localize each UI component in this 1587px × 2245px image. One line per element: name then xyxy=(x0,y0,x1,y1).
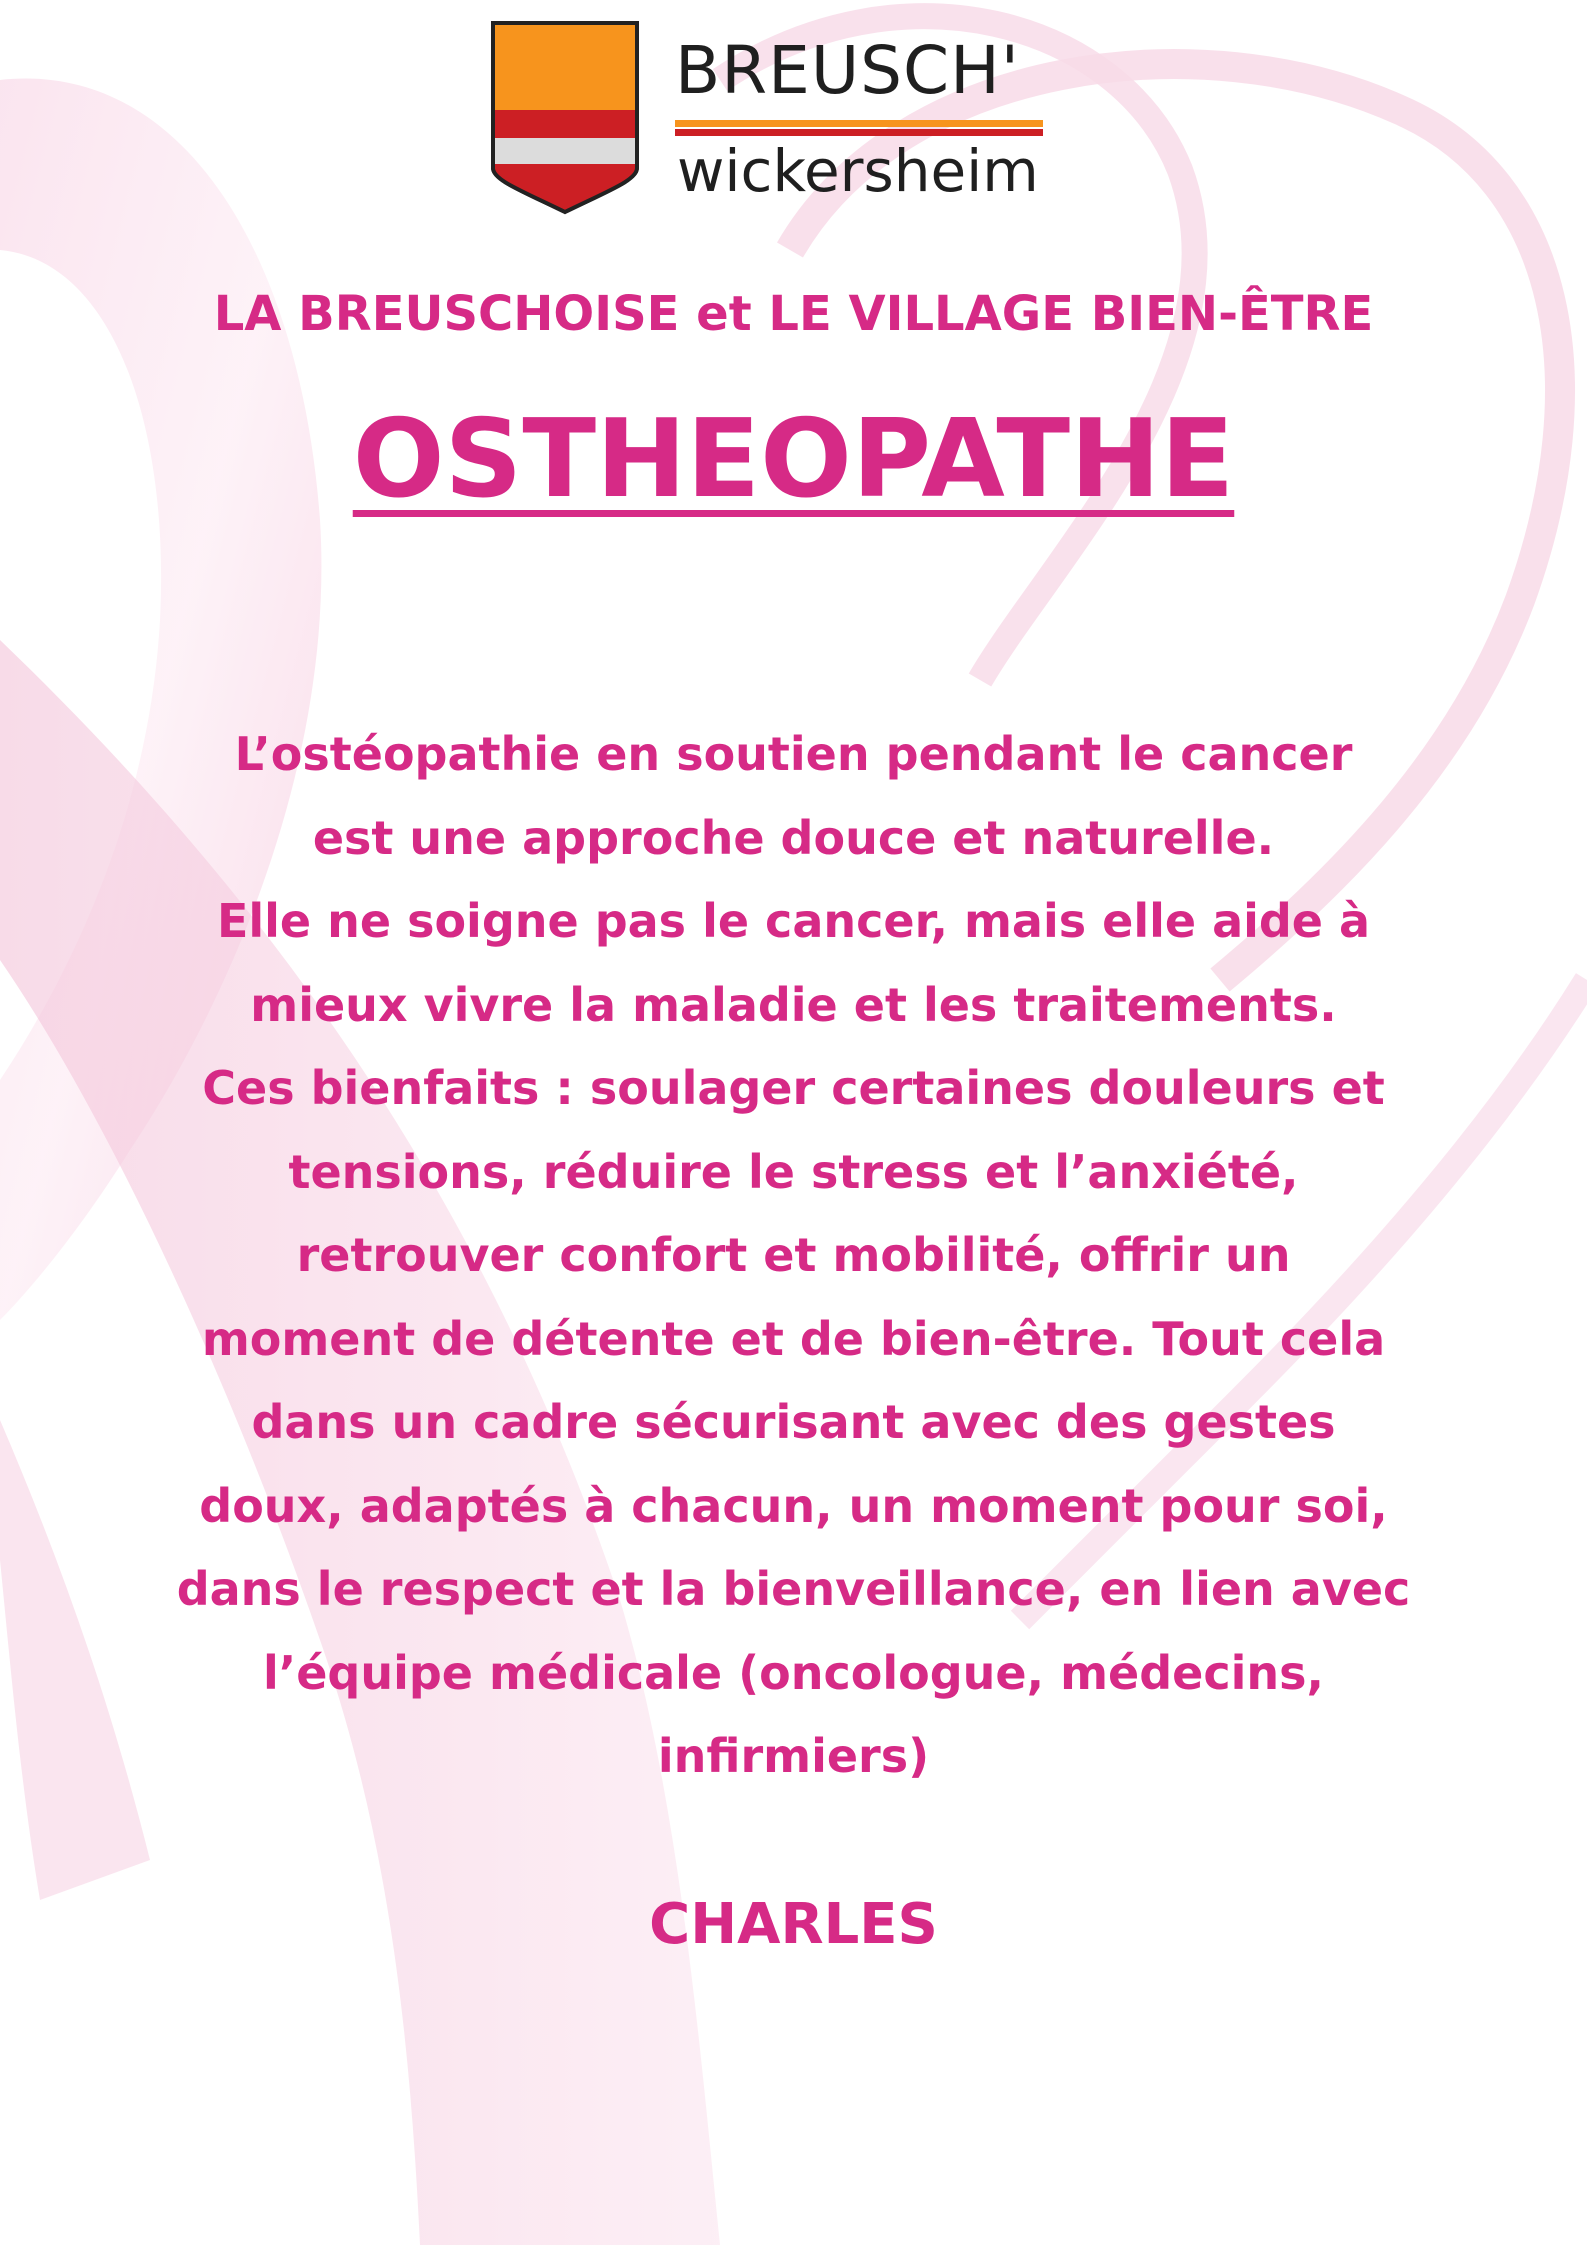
description-line: Ces bienfaits : soulager certaines douleurs et xyxy=(202,1061,1385,1115)
description-line: moment de détente et de bien-être. Tout cela xyxy=(201,1311,1386,1366)
breusch-wickersheim-logo xyxy=(490,20,1060,215)
description-line: dans le respect et la bienveillance, en lien avec xyxy=(176,1562,1411,1616)
page-title-text: OSTHEOPATHE xyxy=(352,397,1235,522)
description-line: L’ostéopathie en soutien pendant le cancer xyxy=(234,727,1353,781)
description-line: mieux vivre la maladie et les traitements. xyxy=(250,977,1337,1032)
description-line: Elle ne soigne pas le cancer, mais elle aide à xyxy=(216,894,1371,948)
logo-subtitle: wickersheim xyxy=(677,137,1039,205)
logo-title: BREUSCH' xyxy=(675,32,1020,109)
logo-red-bar xyxy=(675,129,1043,136)
description-line: doux, adaptés à chacun, un moment pour soi, xyxy=(199,1478,1388,1533)
description-line: retrouver confort et mobilité, offrir un xyxy=(296,1228,1291,1282)
description-paragraph xyxy=(20,713,1567,1799)
shield-icon xyxy=(490,20,640,215)
description-line: dans un cadre sécurisant avec des gestes xyxy=(251,1395,1336,1449)
logo-orange-bar xyxy=(675,120,1043,127)
event-heading: LA BREUSCHOISE et LE VILLAGE BIEN-ÊTRE xyxy=(213,286,1374,342)
description-line: tensions, réduire le stress et l’anxiété, xyxy=(288,1144,1299,1199)
description-line: l’équipe médicale (oncologue, médecins, xyxy=(262,1645,1324,1700)
page-title xyxy=(0,395,1587,525)
signature: CHARLES xyxy=(649,1892,938,1957)
description-line: infirmiers) xyxy=(657,1729,930,1783)
description-line: est une approche douce et naturelle. xyxy=(312,810,1275,865)
